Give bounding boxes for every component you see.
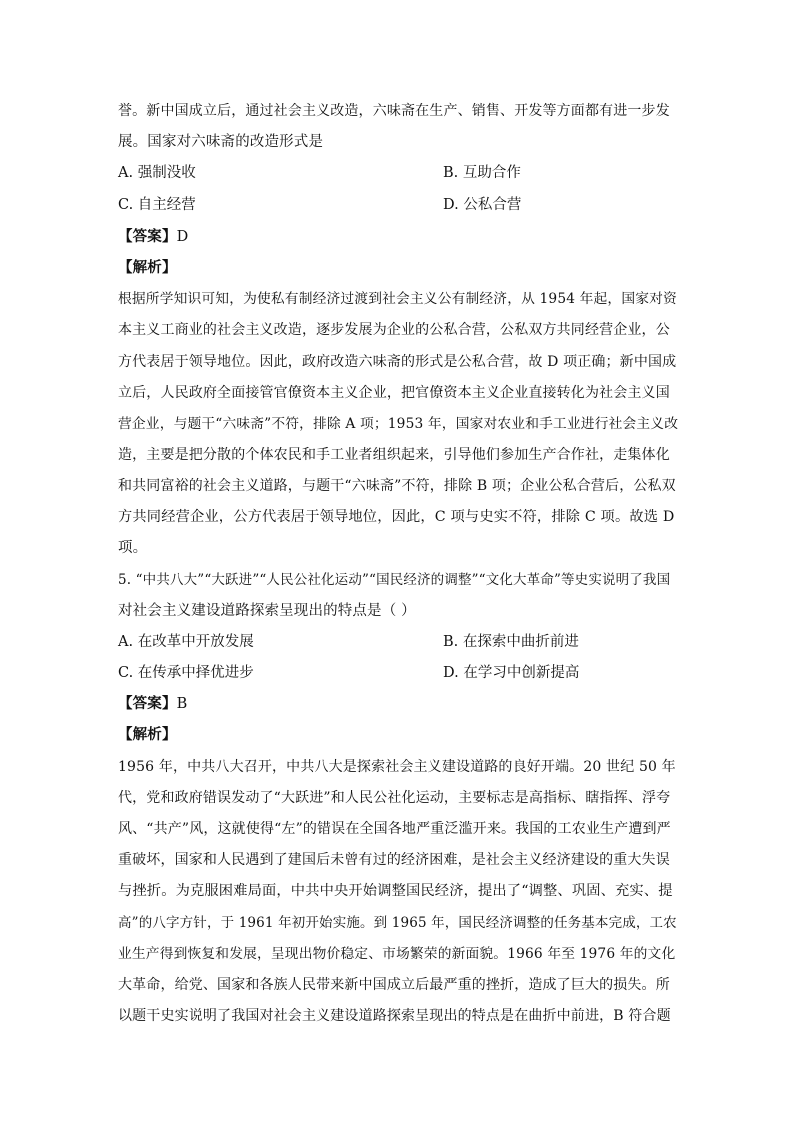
option-d: D. 在学习中创新提高 — [443, 665, 580, 681]
analysis-heading — [118, 725, 678, 745]
option-a: A. 强制没收 — [118, 165, 196, 181]
analysis-line: 业生产得到恢复和发展，呈现出物价稳定、市场繁荣的新面貌。1966 年至 1976 年的文化 — [118, 946, 676, 962]
option-a: A. 在改革中开放发展 — [118, 634, 254, 650]
option-b: B. 互助合作 — [443, 165, 521, 181]
answer-value: B — [176, 696, 188, 712]
answer-value: D — [176, 229, 189, 245]
analysis-line: 根据所学知识可知，为使私有制经济过渡到社会主义公有制经济，从 1954 年起，国家对资 — [118, 291, 677, 307]
option-b: B. 在探索中曲折前进 — [443, 634, 579, 650]
analysis-line: 方代表居于领导地位。因此，政府改造六味斋的形式是公私合营，故 D 项正确；新中国成 — [118, 354, 677, 370]
analysis-line: 1956 年，中共八大召开，中共八大是探索社会主义建设道路的良好开端。20 世纪 50 年 — [118, 759, 676, 775]
answer-tag: 【答案】 — [118, 695, 177, 712]
question-text-line: 誉。新中国成立后，通过社会主义改造，六味斋在生产、销售、开发等方面都有进一步发 — [118, 103, 670, 119]
analysis-line: 风、“共产”风，这就使得“左”的错误在全国各地严重泛滥开来。我国的工农业生产遭到严 — [118, 821, 671, 837]
question-5-text-line: 5. “中共八大”“大跃进”“人民公社化运动”“国民经济的调整”“文化大革命”等史实说明了我国 — [118, 572, 671, 588]
analysis-line: 高”的八字方针，于 1961 年初开始实施。到 1965 年，国民经济调整的任务基本完成，工农 — [118, 915, 677, 931]
question-text-line: 展。国家对六味斋的改造形式是 — [118, 134, 324, 150]
analysis-line: 和共同富裕的社会主义道路，与题干“六味斋”不符，排除 B 项；企业公私合营后，公私双 — [118, 478, 676, 494]
analysis-line: 方共同经营企业，公方代表居于领导地位，因此，C 项与史实不符，排除 C 项。故选 D — [118, 509, 675, 525]
analysis-tag: 【解析】 — [118, 259, 177, 276]
question-5-text-line: 对社会主义建设道路探索呈现出的特点是（ ） — [118, 603, 416, 619]
analysis-line: 以题干史实说明了我国对社会主义建设道路探索呈现出的特点是在曲折中前进，B 符合题 — [118, 1008, 671, 1024]
option-c: C. 在传承中择优进步 — [118, 665, 254, 681]
analysis-line: 大革命，给党、国家和各族人民带来新中国成立后最严重的挫折，造成了巨大的损失。所 — [118, 977, 670, 993]
analysis-line: 造，主要是把分散的个体农民和手工业者组织起来，引导他们参加生产合作社，走集体化 — [118, 447, 670, 463]
analysis-line: 营企业，与题干“六味斋”不符，排除 A 项；1953 年，国家对农业和手工业进行社会主义改 — [118, 416, 679, 432]
analysis-heading — [118, 258, 678, 278]
analysis-line: 立后，人民政府全面接管官僚资本主义企业，把官僚资本主义企业直接转化为社会主义国 — [118, 385, 670, 401]
answer-line — [118, 227, 678, 247]
analysis-tag: 【解析】 — [118, 726, 177, 743]
option-c: C. 自主经营 — [118, 197, 196, 213]
analysis-line: 项。 — [118, 540, 148, 556]
answer-line — [118, 694, 678, 714]
option-d: D. 公私合营 — [443, 197, 522, 213]
analysis-line: 与挫折。为克服困难局面，中共中央开始调整国民经济，提出了“调整、巩固、充实、提 — [118, 883, 673, 899]
analysis-line: 重破坏，国家和人民遇到了建国后未曾有过的经济困难，是社会主义经济建设的重大失误 — [118, 852, 670, 868]
analysis-line: 本主义工商业的社会主义改造，逐步发展为企业的公私合营，公私双方共同经营企业，公 — [118, 322, 670, 338]
analysis-line: 代，党和政府错误发动了“大跃进”和人民公社化运动，主要标志是高指标、瞎指挥、浮夸 — [118, 790, 671, 806]
answer-tag: 【答案】 — [118, 228, 177, 245]
